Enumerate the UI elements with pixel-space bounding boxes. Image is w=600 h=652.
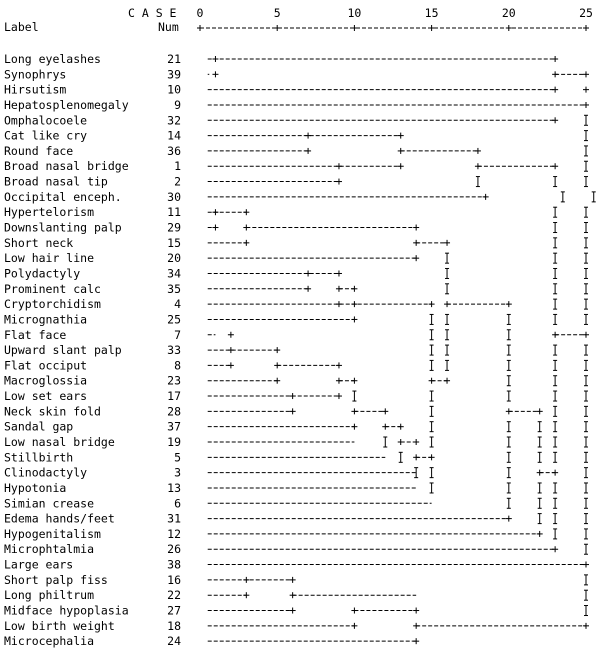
cluster-vertical-connector xyxy=(553,253,557,263)
cluster-vertical-connector xyxy=(584,238,588,248)
cluster-vertical-connector xyxy=(430,391,434,401)
cluster-vertical-connector xyxy=(584,268,588,278)
axis-tick-label: 10 xyxy=(347,6,362,20)
row-case-number: 26 xyxy=(167,542,181,557)
cluster-join-mark xyxy=(305,270,311,276)
axis-tick-label: 0 xyxy=(196,6,204,20)
cluster-join-mark xyxy=(506,408,512,414)
cluster-vertical-connector xyxy=(553,452,557,462)
cluster-join-mark xyxy=(429,301,435,307)
cluster-join-mark xyxy=(351,408,357,414)
cluster-join-mark xyxy=(398,424,404,430)
row-case-number: 38 xyxy=(167,557,181,572)
cluster-join-mark xyxy=(398,439,404,445)
cluster-vertical-connector xyxy=(507,391,511,401)
row-case-number: 8 xyxy=(174,358,181,373)
cluster-vertical-connector xyxy=(553,207,557,217)
row-label: Flat occiput xyxy=(4,358,88,373)
cluster-join-mark xyxy=(228,332,234,338)
cluster-join-mark xyxy=(583,623,589,629)
cluster-vertical-connector xyxy=(584,376,588,386)
cluster-join-mark xyxy=(552,56,558,62)
cluster-vertical-connector xyxy=(553,314,557,324)
cluster-join-mark xyxy=(243,225,249,231)
dendrogram-marks xyxy=(208,56,596,644)
cluster-join-mark xyxy=(537,408,543,414)
cluster-join-mark xyxy=(351,378,357,384)
cluster-vertical-connector xyxy=(538,452,542,462)
cluster-join-mark xyxy=(212,71,218,77)
cluster-vertical-connector xyxy=(553,406,557,416)
cluster-join-mark xyxy=(552,71,558,77)
row-label: Edema hands/feet xyxy=(4,511,115,526)
cluster-join-mark xyxy=(552,87,558,93)
cluster-join-mark xyxy=(243,577,249,583)
cluster-join-mark xyxy=(274,378,280,384)
row-case-number: 22 xyxy=(167,588,181,603)
cluster-join-mark xyxy=(290,592,296,598)
cluster-vertical-connector xyxy=(430,406,434,416)
row-case-number: 23 xyxy=(167,373,181,388)
axis-tick-label: 20 xyxy=(501,6,516,20)
row-case-number: 14 xyxy=(167,128,181,143)
cluster-join-mark xyxy=(552,332,558,338)
cluster-vertical-connector xyxy=(445,345,449,355)
cluster-join-mark xyxy=(351,424,357,430)
row-label: Midface hypoplasia xyxy=(4,603,129,618)
cluster-vertical-connector xyxy=(507,498,511,508)
cluster-join-mark xyxy=(475,148,481,154)
cluster-join-mark xyxy=(537,531,543,537)
cluster-vertical-connector xyxy=(538,422,542,432)
row-case-number: 31 xyxy=(167,511,181,526)
cluster-join-mark xyxy=(336,301,342,307)
cluster-vertical-connector xyxy=(352,391,356,401)
cluster-join-mark xyxy=(552,117,558,123)
cluster-join-mark xyxy=(212,56,218,62)
cluster-join-mark xyxy=(290,577,296,583)
cluster-vertical-connector xyxy=(553,284,557,294)
cluster-join-mark xyxy=(444,240,450,246)
cluster-vertical-connector xyxy=(507,330,511,340)
cluster-vertical-connector xyxy=(445,330,449,340)
row-case-number: 37 xyxy=(167,419,181,434)
row-case-number: 20 xyxy=(167,251,181,266)
cluster-join-mark xyxy=(351,623,357,629)
cluster-join-mark xyxy=(336,378,342,384)
row-case-number: 21 xyxy=(167,52,181,66)
cluster-vertical-connector xyxy=(553,360,557,370)
cluster-join-mark xyxy=(583,102,589,108)
cluster-vertical-connector xyxy=(584,452,588,462)
row-case-number: 39 xyxy=(167,67,181,82)
row-case-number: 3 xyxy=(174,465,181,480)
row-label: Short palp fiss xyxy=(4,572,108,587)
cluster-vertical-connector xyxy=(584,406,588,416)
case-header: C A S E xyxy=(128,6,177,20)
row-label: Micrognathia xyxy=(4,312,88,327)
cluster-vertical-connector xyxy=(584,498,588,508)
cluster-vertical-connector xyxy=(445,284,449,294)
row-label: Short neck xyxy=(4,235,74,250)
cluster-vertical-connector xyxy=(553,177,557,187)
row-label: Cryptorchidism xyxy=(4,297,101,312)
cluster-join-mark xyxy=(228,347,234,353)
cluster-vertical-connector xyxy=(584,345,588,355)
row-label: Low birth weight xyxy=(4,618,115,633)
cluster-join-mark xyxy=(398,148,404,154)
cluster-vertical-connector xyxy=(553,345,557,355)
cluster-join-mark xyxy=(413,439,419,445)
row-label: Broad nasal tip xyxy=(4,174,108,189)
cluster-vertical-connector xyxy=(507,376,511,386)
cluster-vertical-connector xyxy=(584,606,588,616)
row-case-number: 28 xyxy=(167,404,181,419)
cluster-vertical-connector xyxy=(553,529,557,539)
cluster-vertical-connector xyxy=(538,483,542,493)
row-label: Hypertelorism xyxy=(4,205,95,220)
cluster-join-mark xyxy=(228,362,234,368)
row-label: Long eyelashes xyxy=(4,52,101,66)
cluster-join-mark xyxy=(243,209,249,215)
row-case-number: 9 xyxy=(174,97,181,112)
axis-tick-label: 5 xyxy=(273,6,281,20)
cluster-vertical-connector xyxy=(507,483,511,493)
row-label: Upward slant palp xyxy=(4,343,122,358)
cluster-vertical-connector xyxy=(430,422,434,432)
cluster-vertical-connector xyxy=(584,590,588,600)
cluster-vertical-connector xyxy=(592,192,596,202)
cluster-vertical-connector xyxy=(584,575,588,585)
cluster-join-mark xyxy=(413,240,419,246)
row-label: Clinodactyly xyxy=(4,465,88,480)
case-axis xyxy=(197,6,593,31)
row-label: Low nasal bridge xyxy=(4,435,115,449)
cluster-join-mark xyxy=(583,332,589,338)
row-case-number: 7 xyxy=(174,327,181,342)
cluster-vertical-connector xyxy=(584,514,588,524)
cluster-vertical-connector xyxy=(430,483,434,493)
cluster-vertical-connector xyxy=(430,360,434,370)
cluster-join-mark xyxy=(398,133,404,139)
row-case-number: 24 xyxy=(167,634,181,649)
row-case-number: 33 xyxy=(167,343,181,358)
cluster-join-mark xyxy=(351,286,357,292)
row-case-number: 32 xyxy=(167,113,181,128)
cluster-vertical-connector xyxy=(430,330,434,340)
cluster-join-mark xyxy=(274,362,280,368)
cluster-vertical-connector xyxy=(507,468,511,478)
row-label: Microcephalia xyxy=(4,634,95,649)
row-case-number: 29 xyxy=(167,220,181,235)
row-label: Hirsutism xyxy=(4,82,67,97)
cluster-vertical-connector xyxy=(445,268,449,278)
row-label: Hypotonia xyxy=(4,480,67,495)
cluster-vertical-connector xyxy=(584,391,588,401)
cluster-vertical-connector xyxy=(584,314,588,324)
cluster-vertical-connector xyxy=(584,437,588,447)
cluster-vertical-connector xyxy=(430,345,434,355)
row-case-number: 11 xyxy=(167,205,181,220)
axis-tick-label: 25 xyxy=(579,6,593,20)
cluster-join-mark xyxy=(444,301,450,307)
cluster-vertical-connector xyxy=(553,391,557,401)
cluster-vertical-connector xyxy=(399,452,403,462)
cluster-vertical-connector xyxy=(584,483,588,493)
cluster-join-mark xyxy=(413,638,419,644)
cluster-join-mark xyxy=(552,163,558,169)
cluster-vertical-connector xyxy=(584,146,588,156)
row-case-number: 19 xyxy=(167,435,181,449)
cluster-vertical-connector xyxy=(584,115,588,125)
cluster-vertical-connector xyxy=(538,514,542,524)
cluster-vertical-connector xyxy=(584,131,588,141)
row-label: Macroglossia xyxy=(4,373,88,388)
cluster-join-mark xyxy=(413,454,419,460)
cluster-vertical-connector xyxy=(507,314,511,324)
cluster-join-mark xyxy=(475,163,481,169)
cluster-join-mark xyxy=(243,240,249,246)
cluster-join-mark xyxy=(382,424,388,430)
cluster-join-mark xyxy=(382,408,388,414)
row-case-number: 13 xyxy=(167,480,181,495)
row-label: Polydactyly xyxy=(4,266,81,281)
row-label: Neck skin fold xyxy=(4,404,101,419)
cluster-vertical-connector xyxy=(507,422,511,432)
cluster-join-mark xyxy=(305,133,311,139)
cluster-join-mark xyxy=(552,470,558,476)
row-label: Occipital enceph. xyxy=(4,189,122,204)
cluster-vertical-connector xyxy=(553,483,557,493)
cluster-join-mark xyxy=(552,546,558,552)
cluster-join-mark xyxy=(336,286,342,292)
row-label: Cat like cry xyxy=(4,128,88,143)
row-label: Sandal gap xyxy=(4,419,74,434)
cluster-vertical-connector xyxy=(553,299,557,309)
cluster-join-mark xyxy=(351,316,357,322)
cluster-vertical-connector xyxy=(561,192,565,202)
cluster-vertical-connector xyxy=(538,498,542,508)
row-label: Broad nasal bridge xyxy=(4,159,129,174)
cluster-vertical-connector xyxy=(584,529,588,539)
cluster-vertical-connector xyxy=(553,376,557,386)
axis-tick-label: 15 xyxy=(424,6,439,20)
cluster-vertical-connector xyxy=(430,314,434,324)
cluster-join-mark xyxy=(444,378,450,384)
row-case-number: 5 xyxy=(174,450,181,465)
cluster-join-mark xyxy=(274,347,280,353)
cluster-join-mark xyxy=(506,301,512,307)
row-case-number: 4 xyxy=(174,297,181,312)
row-label: Round face xyxy=(4,143,74,158)
cluster-vertical-connector xyxy=(584,177,588,187)
cluster-vertical-connector xyxy=(584,253,588,263)
cluster-vertical-connector xyxy=(584,468,588,478)
cluster-join-mark xyxy=(583,562,589,568)
row-label: Synophrys xyxy=(4,67,67,82)
num-column-header: Num xyxy=(158,20,179,34)
cluster-join-mark xyxy=(483,194,489,200)
cluster-join-mark xyxy=(290,408,296,414)
cluster-vertical-connector xyxy=(430,437,434,447)
row-label: Simian crease xyxy=(4,496,95,511)
cluster-join-mark xyxy=(413,608,419,614)
row-case-number: 36 xyxy=(167,143,181,158)
cluster-join-mark xyxy=(336,163,342,169)
cluster-vertical-connector xyxy=(584,299,588,309)
cluster-join-mark xyxy=(305,148,311,154)
row-label: Prominent calc xyxy=(4,281,101,296)
cluster-vertical-connector xyxy=(553,437,557,447)
cluster-join-mark xyxy=(413,255,419,261)
row-case-number: 2 xyxy=(174,174,181,189)
row-case-number: 34 xyxy=(167,266,181,281)
cluster-join-mark xyxy=(413,225,419,231)
cluster-vertical-connector xyxy=(553,268,557,278)
cluster-join-mark xyxy=(583,87,589,93)
cluster-vertical-connector xyxy=(445,314,449,324)
cluster-vertical-connector xyxy=(507,345,511,355)
row-case-number: 12 xyxy=(167,526,181,541)
row-label: Long philtrum xyxy=(4,588,95,603)
cluster-join-mark xyxy=(336,270,342,276)
cluster-vertical-connector xyxy=(538,437,542,447)
cluster-vertical-connector xyxy=(553,498,557,508)
cluster-vertical-connector xyxy=(445,360,449,370)
cluster-join-mark xyxy=(506,516,512,522)
cluster-join-mark xyxy=(336,393,342,399)
cluster-vertical-connector xyxy=(584,360,588,370)
cluster-vertical-connector xyxy=(584,544,588,554)
cluster-vertical-connector xyxy=(507,360,511,370)
row-label: Stillbirth xyxy=(4,450,74,465)
row-label: Downslanting palp xyxy=(4,220,122,235)
cluster-vertical-connector xyxy=(445,253,449,263)
cluster-join-mark xyxy=(336,362,342,368)
cluster-vertical-connector xyxy=(507,437,511,447)
cluster-vertical-connector xyxy=(584,161,588,171)
cluster-vertical-connector xyxy=(553,422,557,432)
row-label: Microphtalmia xyxy=(4,542,95,557)
cluster-join-mark xyxy=(351,608,357,614)
cluster-vertical-connector xyxy=(476,177,480,187)
cluster-vertical-connector xyxy=(584,207,588,217)
cluster-join-mark xyxy=(537,470,543,476)
row-case-number: 15 xyxy=(167,235,181,250)
row-label: Low set ears xyxy=(4,389,88,404)
row-case-number: 16 xyxy=(167,572,181,587)
cluster-join-mark xyxy=(336,179,342,185)
cluster-vertical-connector xyxy=(383,437,387,447)
cluster-join-mark xyxy=(212,209,218,215)
row-case-number: 6 xyxy=(174,496,181,511)
cluster-join-mark xyxy=(243,592,249,598)
row-case-number: 17 xyxy=(167,389,181,404)
cluster-join-mark xyxy=(429,378,435,384)
row-labels xyxy=(4,52,181,648)
row-case-number: 27 xyxy=(167,603,181,618)
cluster-join-mark xyxy=(429,454,435,460)
row-label: Low hair line xyxy=(4,251,95,266)
cluster-vertical-connector xyxy=(553,223,557,233)
row-case-number: 25 xyxy=(167,312,181,327)
cluster-vertical-connector xyxy=(553,238,557,248)
label-column-header: Label xyxy=(4,20,39,34)
cluster-vertical-connector xyxy=(584,284,588,294)
row-case-number: 35 xyxy=(167,281,181,296)
row-label: Omphalocoele xyxy=(4,113,88,128)
row-case-number: 1 xyxy=(174,159,181,174)
cluster-join-mark xyxy=(351,301,357,307)
cluster-join-mark xyxy=(212,225,218,231)
row-label: Hepatosplenomegaly xyxy=(4,97,129,112)
cluster-join-mark xyxy=(305,286,311,292)
row-label: Hypogenitalism xyxy=(4,526,101,541)
row-case-number: 18 xyxy=(167,618,181,633)
cluster-vertical-connector xyxy=(584,223,588,233)
cluster-vertical-connector xyxy=(507,452,511,462)
cluster-join-mark xyxy=(398,163,404,169)
cluster-join-mark xyxy=(290,393,296,399)
cluster-vertical-connector xyxy=(584,422,588,432)
row-label: Large ears xyxy=(4,557,74,572)
row-case-number: 10 xyxy=(167,82,181,97)
cluster-join-mark xyxy=(290,608,296,614)
cluster-join-mark xyxy=(413,623,419,629)
cluster-vertical-connector xyxy=(553,514,557,524)
cluster-join-mark xyxy=(583,71,589,77)
cluster-vertical-connector xyxy=(430,468,434,478)
row-label: Flat face xyxy=(4,327,67,342)
row-case-number: 30 xyxy=(167,189,181,204)
